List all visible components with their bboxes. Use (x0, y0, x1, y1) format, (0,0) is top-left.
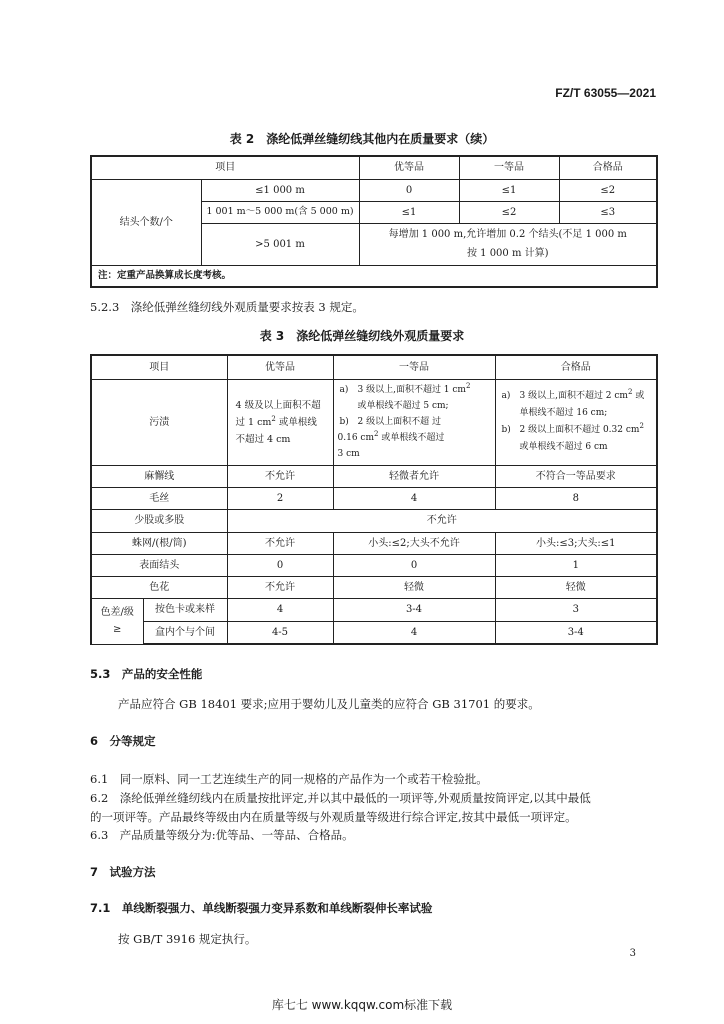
t3-strand-label: 少股或多股 (91, 509, 227, 532)
section-5-3-text: 产品应符合 GB 18401 要求;应用于婴幼儿及儿童类的应符合 GB 31701 的要求。 (118, 697, 540, 711)
t2-row-label: 结头个数/个 (91, 179, 201, 265)
t3-stain-first-a-mark: a) (339, 385, 349, 395)
section-6-heading: 6 分等规定 (90, 734, 156, 748)
t3-head-premium: 优等品 (227, 355, 333, 379)
t3-stain-premium-sup: 2 (271, 414, 276, 423)
table3 (90, 354, 658, 645)
t3-r3-first: 小头:≤2;大头不允许 (333, 532, 495, 554)
t3-r2-premium: 2 (227, 487, 333, 509)
t2-head-qualified: 合格品 (559, 156, 657, 179)
t3-strand-merged: 不允许 (227, 509, 657, 532)
t3-stain-premium-l2: 过 1 cm (235, 416, 272, 428)
t3-head-first: 一等品 (333, 355, 495, 379)
t3-stain-first-a2: 或单根线不超过 5 cm; (357, 401, 449, 411)
t2-r1-qualified: ≤2 (559, 179, 657, 201)
t3-cd1-label: 按色卡或来样 (143, 598, 227, 621)
t3-stain-qualified (495, 379, 657, 465)
t3-cd1-qualified: 3 (495, 598, 657, 621)
t3-stain-qual-b-sup: 2 (639, 422, 644, 430)
t3-stain-first-b-mark: b) (339, 417, 349, 427)
t3-cd2-first: 4 (333, 621, 495, 644)
t2-r2-premium: ≤1 (359, 201, 459, 223)
t3-r4-qualified: 1 (495, 554, 657, 576)
t3-color-diff-l2: ≥ (113, 624, 122, 635)
t3-r5-label: 色花 (91, 576, 227, 598)
t2-head-premium: 优等品 (359, 156, 459, 179)
t3-stain-qual-b1: 2 级以上面积不超过 0.32 cm (519, 425, 640, 435)
t3-color-diff-label (91, 598, 143, 644)
t3-r1-first: 轻微者允许 (333, 465, 495, 487)
t2-r3-merged (359, 223, 657, 265)
t3-stain-qual-a1b: 或 (632, 391, 645, 401)
t2-r3-line1: 每增加 1 000 m,允许增加 0.2 个结头(不足 1 000 m (388, 229, 627, 240)
t3-stain-qual-b-mark: b) (501, 425, 511, 435)
t3-r1-premium: 不允许 (227, 465, 333, 487)
clause-6-1: 6.1 同一原料、同一工艺连续生产的同一规格的产品作为一个或若干检验批。 (90, 772, 488, 786)
t3-cd1-premium: 4 (227, 598, 333, 621)
t3-stain-first-b-sup: 2 (373, 430, 379, 438)
t3-r4-first: 0 (333, 554, 495, 576)
t3-r4-label: 表面结头 (91, 554, 227, 576)
t3-r4-premium: 0 (227, 554, 333, 576)
t2-r1-first: ≤1 (459, 179, 559, 201)
t2-r2-item: 1 001 m～5 000 m(含 5 000 m) (201, 201, 359, 223)
t3-stain-first-b1b: 过 (431, 417, 441, 427)
t3-r5-first: 轻微 (333, 576, 495, 598)
t3-head-item: 项目 (91, 355, 227, 379)
standard-code: FZ/T 63055—2021 (555, 86, 656, 100)
section-7-1-text: 按 GB/T 3916 规定执行。 (118, 932, 257, 946)
t3-r5-qualified: 轻微 (495, 576, 657, 598)
t3-stain-qual-a-mark: a) (501, 391, 511, 401)
section-7-heading: 7 试验方法 (90, 865, 156, 879)
t3-stain-first-b1: 2 级以上面积不超 (357, 417, 430, 427)
t3-stain-premium-l1: 4 级及以上面积不超 (235, 399, 321, 411)
t3-cd2-premium: 4-5 (227, 621, 333, 644)
t3-r1-label: 麻懈线 (91, 465, 227, 487)
t3-stain-qual-b2: 或单根线不超过 6 cm (519, 442, 608, 452)
t3-r1-qualified: 不符合一等品要求 (495, 465, 657, 487)
t3-r3-label: 蛛网/(根/筒) (91, 532, 227, 554)
t3-color-diff-l1: 色差/级 (100, 607, 134, 618)
t3-stain-label: 污渍 (91, 379, 227, 465)
table2 (90, 155, 658, 288)
clause-6-3: 6.3 产品质量等级分为:优等品、一等品、合格品。 (90, 828, 354, 842)
t2-r1-item: ≤1 000 m (201, 179, 359, 201)
t3-stain-first-b3: 3 cm (337, 449, 360, 459)
section-7-1-heading: 7.1 单线断裂强力、单线断裂强力变异系数和单线断裂伸长率试验 (90, 901, 433, 915)
t3-stain-first-a1: 3 级以上,面积不超过 1 cm (357, 385, 466, 395)
t3-stain-qual-a1: 3 级以上,面积不超过 2 cm (519, 391, 628, 401)
page-number: 3 (629, 948, 636, 959)
t2-r2-qualified: ≤3 (559, 201, 657, 223)
t3-cd2-qualified: 3-4 (495, 621, 657, 644)
clause-6-2-line2: 的一项评等。产品最终等级由内在质量等级与外观质量等级进行综合评定,按其中最低一项评定。 (90, 810, 577, 824)
t3-cd2-label: 盒内个与个间 (143, 621, 227, 644)
footer-watermark[interactable]: 库七七 www.kqqw.com标准下载 (271, 998, 453, 1012)
t3-stain-premium (227, 379, 333, 465)
t3-stain-premium-l2b: 或单根线 (275, 416, 317, 428)
t3-r2-first: 4 (333, 487, 495, 509)
table2-caption: 表 2 涤纶低弹丝缝纫线其他内在质量要求（续） (229, 132, 495, 146)
t3-r2-qualified: 8 (495, 487, 657, 509)
t3-r5-premium: 不允许 (227, 576, 333, 598)
t3-r3-premium: 不允许 (227, 532, 333, 554)
t3-r3-qualified: 小头:≤3;大头:≤1 (495, 532, 657, 554)
t3-stain-first-b2b: 或单根线不超过 (378, 433, 445, 443)
t3-stain-qual-a-sup: 2 (627, 388, 633, 396)
clause-5-2-3: 5.2.3 涤纶低弹丝缝纫线外观质量要求按表 3 规定。 (90, 300, 364, 314)
section-5-3-heading: 5.3 产品的安全性能 (90, 667, 203, 681)
t2-head-item: 项目 (91, 156, 359, 179)
t2-r3-item: >5 001 m (201, 223, 359, 265)
t2-head-first: 一等品 (459, 156, 559, 179)
t2-note: 注：定重产品换算成长度考核。 (91, 265, 657, 287)
clause-6-2-line1: 6.2 涤纶低弹丝缝纫线内在质量按批评定,并以其中最低的一项评等,外观质量按筒评定,以其中最低 (90, 791, 591, 805)
t2-r1-premium: 0 (359, 179, 459, 201)
t3-stain-first-a-sup: 2 (465, 382, 471, 390)
t3-r2-label: 毛丝 (91, 487, 227, 509)
t3-stain-first-b2: 0.16 cm (337, 433, 374, 443)
t3-head-qualified: 合格品 (495, 355, 657, 379)
t3-stain-first (333, 379, 495, 465)
table3-caption: 表 3 涤纶低弹丝缝纫线外观质量要求 (259, 329, 465, 343)
t3-stain-premium-l3: 不超过 4 cm (235, 433, 291, 445)
t3-stain-qual-a2: 单根线不超过 16 cm; (519, 408, 608, 418)
t2-r2-first: ≤2 (459, 201, 559, 223)
t2-r3-line2: 按 1 000 m 计算) (466, 248, 549, 259)
t3-cd1-first: 3-4 (333, 598, 495, 621)
